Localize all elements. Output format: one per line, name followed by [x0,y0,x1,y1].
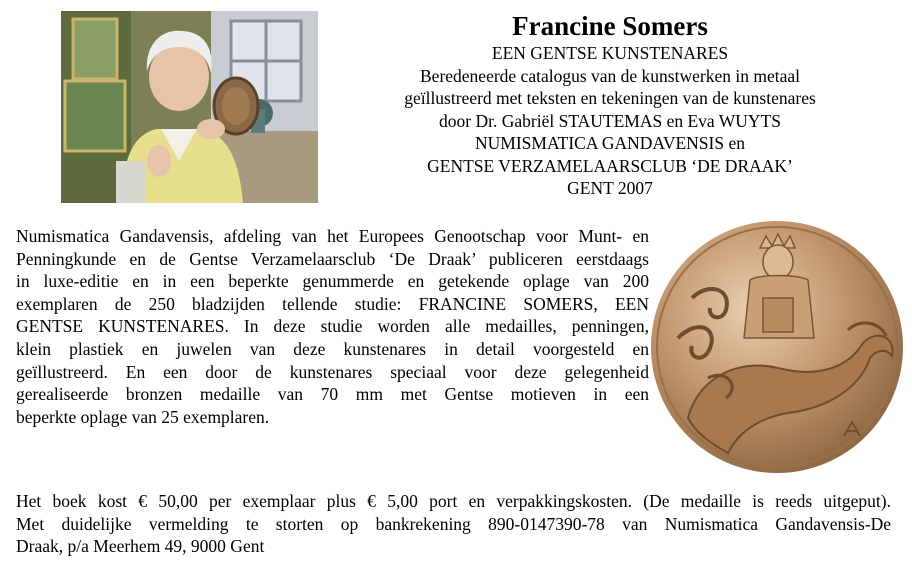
price-and-payment-info [16,490,891,558]
authors-line: door Dr. Gabriël STAUTEMAS en Eva WUYTS [439,110,781,131]
paragraph-line: klein plastiek en juwelen van deze kunstenares in detail voorgesteld en [16,338,649,359]
medal-drawing [648,218,906,476]
paragraph-line: exemplaren de 250 bladzijden tellende studie: FRANCINE SOMERS, EEN [16,293,649,314]
artist-photo-drawing [61,11,318,203]
paragraph-line: Penningkunde en de Gentse Verzamelaarsclub ‘De Draak’ publiceren eerstdaags [16,248,649,269]
announcement-paragraph [16,225,649,428]
paragraph-line: in luxe-editie en in een beperkte genummerde en getekende oplage van 200 [16,271,649,292]
publisher-line-1: NUMISMATICA GANDAVENSIS en [475,133,745,153]
paragraph-line: Numismatica Gandavensis, afdeling van het Europees Genootschap voor Munt- en [16,226,649,246]
bronze-medal-image [648,218,906,476]
publisher-line-2: GENTSE VERZAMELAARSCLUB ‘DE DRAAK’ [427,155,793,176]
illustration-line: geïllustreerd met teksten en tekeningen van de kunstenares [404,88,816,108]
header-block [330,10,890,200]
bank-account-line: Met duidelijke vermelding te storten op bankrekening 890-0147390-78 van Numismatica Gandavensis-De [16,513,891,534]
paragraph-line: beperkte oplage van 25 exemplaren. [16,406,270,427]
catalogue-description-line: Beredeneerde catalogus van de kunstwerken in metaal [420,65,800,86]
page-title: Francine Somers [512,11,708,41]
address-line: Draak, p/a Meerhem 49, 9000 Gent [16,536,265,557]
place-year-line: GENT 2007 [567,178,653,198]
paragraph-line: gerealiseerde bronzen medaille van 70 mm met Gentse motieven in een [16,384,649,405]
subtitle-line: EEN GENTSE KUNSTENARES [491,43,729,63]
artist-photo [61,11,318,203]
paragraph-line: GENTSE KUNSTENARES. In deze studie worden alle medailles, penningen, [16,316,649,337]
paragraph-line: geïllustreerd. En een door de kunstenares speciaal voor deze gelegenheid [16,361,649,382]
price-line: Het boek kost € 50,00 per exemplaar plus € 5,00 port en verpakkingskosten. (De medaille is reeds uitgeput). [16,491,891,511]
